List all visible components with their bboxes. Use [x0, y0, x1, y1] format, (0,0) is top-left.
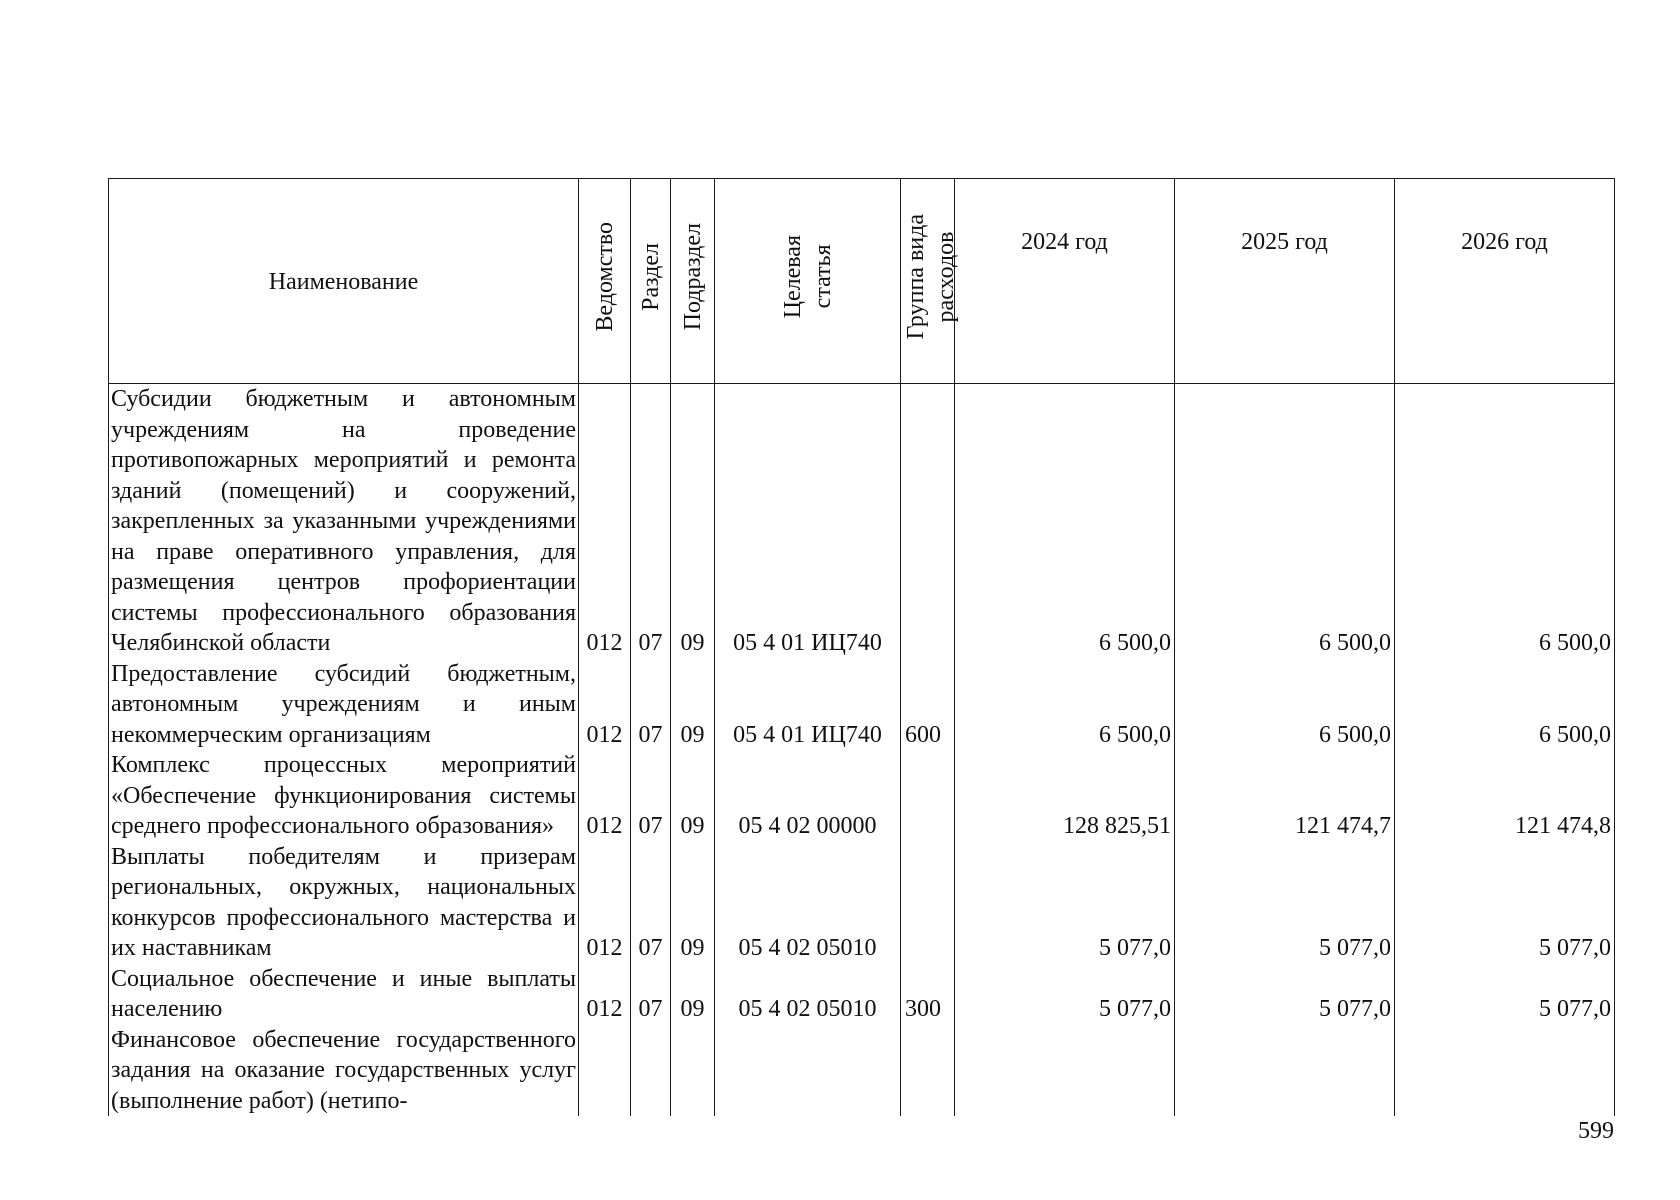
row-podrazdel: 09: [671, 659, 715, 751]
row-gruppa: 600: [901, 659, 955, 751]
table-header: [109, 179, 1615, 384]
header-razdel-text: Раздел: [637, 242, 664, 311]
row-amount-2025: 5 077,0: [1175, 842, 1395, 964]
row-vedomstvo: 012: [579, 964, 631, 1025]
row-name: Социальное обеспечение и иные выплаты населению: [109, 964, 579, 1025]
row-podrazdel: 09: [671, 964, 715, 1025]
header-year-2024: [955, 179, 1175, 384]
row-amount-2025: 6 500,0: [1175, 384, 1395, 659]
row-vedomstvo: 012: [579, 659, 631, 751]
row-amount-2024: 128 825,51: [955, 750, 1175, 842]
row-gruppa: [901, 750, 955, 842]
row-podrazdel: 09: [671, 384, 715, 659]
row-amount-2024: [955, 1025, 1175, 1117]
row-amount-2025: [1175, 1025, 1395, 1117]
row-amount-2026: [1395, 1025, 1615, 1117]
row-razdel: 07: [631, 842, 671, 964]
header-gruppa-line1: Группа вида: [903, 214, 929, 340]
row-celevaya-statya: 05 4 02 00000: [715, 750, 901, 842]
row-podrazdel: [671, 1025, 715, 1117]
row-amount-2024: 6 500,0: [955, 384, 1175, 659]
row-celevaya-statya: 05 4 02 05010: [715, 964, 901, 1025]
row-amount-2026: 6 500,0: [1395, 659, 1615, 751]
header-year-2025-text: 2025 год: [1241, 229, 1328, 255]
header-gruppa-text: [901, 214, 961, 339]
row-podrazdel: 09: [671, 842, 715, 964]
row-amount-2026: 121 474,8: [1395, 750, 1615, 842]
row-amount-2026: 5 077,0: [1395, 842, 1615, 964]
row-amount-2025: 5 077,0: [1175, 964, 1395, 1025]
row-name: Субсидии бюджетным и автономным учреждениям на проведение противопожарных мероприятий и ремонта зданий (помещений) и сооружений, закрепленных за указанными учреждениями на праве оперативного управления, для размещения центров профориентации системы профессионального образования Челябинской области: [109, 384, 579, 659]
row-amount-2026: 6 500,0: [1395, 384, 1615, 659]
row-amount-2025: 6 500,0: [1175, 659, 1395, 751]
header-vedomstvo-text: Ведомство: [591, 221, 618, 332]
row-razdel: 07: [631, 964, 671, 1025]
header-celevaya-line2: статья: [809, 244, 836, 309]
row-razdel: 07: [631, 750, 671, 842]
row-vedomstvo: 012: [579, 750, 631, 842]
header-year-2024-text: 2024 год: [1021, 229, 1108, 255]
header-podrazdel: [671, 179, 715, 384]
table-row: [109, 1025, 1615, 1117]
header-gruppa-line2: расходов: [933, 231, 959, 323]
table-row: [109, 842, 1615, 964]
row-razdel: 07: [631, 659, 671, 751]
row-celevaya-statya: 05 4 01 ИЦ740: [715, 384, 901, 659]
row-vedomstvo: 012: [579, 842, 631, 964]
header-year-2026-text: 2026 год: [1461, 229, 1548, 255]
header-razdel: [631, 179, 671, 384]
table-row: [109, 384, 1615, 659]
header-celevaya-statya: [715, 179, 901, 384]
table-row: [109, 659, 1615, 751]
row-name: Финансовое обеспечение государственного задания на оказание государственных услуг (выполнение работ) (нетипо-: [109, 1025, 579, 1117]
row-name: Комплекс процессных мероприятий «Обеспечение функционирования системы среднего профессионального образования»: [109, 750, 579, 842]
table-row: [109, 964, 1615, 1025]
header-row: [109, 179, 1615, 384]
row-razdel: [631, 1025, 671, 1117]
row-vedomstvo: [579, 1025, 631, 1117]
header-celevaya-line1: Целевая: [779, 235, 806, 319]
header-celevaya-text: [778, 235, 838, 318]
row-razdel: 07: [631, 384, 671, 659]
row-celevaya-statya: [715, 1025, 901, 1117]
table-row: [109, 750, 1615, 842]
row-podrazdel: 09: [671, 750, 715, 842]
row-gruppa: [901, 842, 955, 964]
header-year-2026: [1395, 179, 1615, 384]
header-name: [109, 179, 579, 384]
row-gruppa: 300: [901, 964, 955, 1025]
row-amount-2024: 5 077,0: [955, 842, 1175, 964]
header-podrazdel-text: Подраздел: [679, 223, 706, 331]
budget-table: [108, 178, 1615, 1116]
table-body: [109, 384, 1615, 1117]
row-vedomstvo: 012: [579, 384, 631, 659]
header-year-2025: [1175, 179, 1395, 384]
header-gruppa-vida-rashodov: [901, 179, 959, 384]
row-celevaya-statya: 05 4 01 ИЦ740: [715, 659, 901, 751]
row-gruppa: [901, 384, 955, 659]
row-name: Выплаты победителям и призерам региональных, окружных, национальных конкурсов профессионального мастерства и их наставникам: [109, 842, 579, 964]
row-amount-2024: 5 077,0: [955, 964, 1175, 1025]
page-number: 599: [1578, 1118, 1614, 1144]
row-amount-2024: 6 500,0: [955, 659, 1175, 751]
row-celevaya-statya: 05 4 02 05010: [715, 842, 901, 964]
row-amount-2025: 121 474,7: [1175, 750, 1395, 842]
row-name: Предоставление субсидий бюджетным, автономным учреждениям и иным некоммерческим организациям: [109, 659, 579, 751]
row-amount-2026: 5 077,0: [1395, 964, 1615, 1025]
row-gruppa: [901, 1025, 955, 1117]
header-vedomstvo: [579, 179, 631, 384]
header-name-text: Наименование: [268, 268, 419, 295]
